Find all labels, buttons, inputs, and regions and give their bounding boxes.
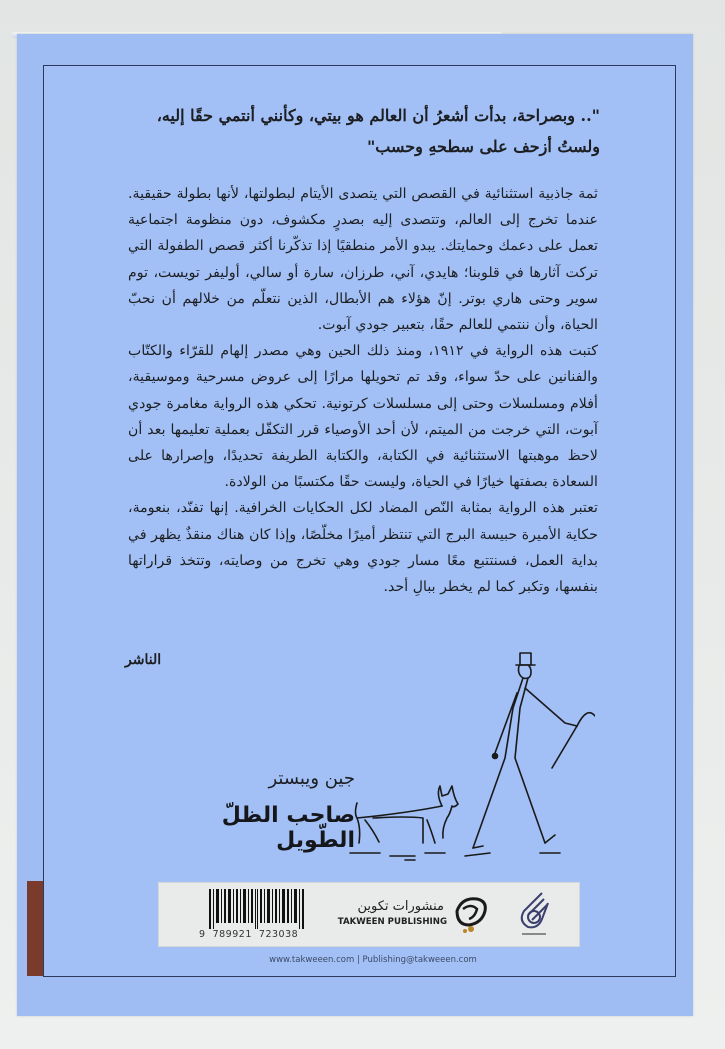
partner-publisher-logo-icon	[514, 889, 554, 941]
publisher-name-english: TAKWEEN PUBLISHING	[337, 917, 447, 927]
publisher-signature: الناشر	[125, 652, 162, 668]
publisher-contact	[258, 955, 488, 965]
isbn-lead-digit: 9	[199, 929, 206, 940]
separator: |	[356, 955, 360, 965]
blurb-paragraph-1: ثمة جاذبية استثنائية في القصص التي يتصدى الأيتام لبطولتها، لأنها بطولة حقيقية. عندما تخرج إلى العالم، وتتصدى إليه بصدرٍ مكشوف، دون منظومة اجتماعية تعمل على دعمك وحمايتك. يبدو الأمر منطقيًا إذا تذكّرنا أكثر قصص الطفولة التي تركت آثارها في قلوبنا؛ هايدي، آني، طرزان، سارة أو سالي، أوليفر تويست، توم سوير وحتى هاري بوتر. إنّ هؤلاء هم الأبطال، الذين نتعلّم من خلالهم أن نحبّ الحياة، وأن ننتمي للعالم حقًا، بتعبير جودي آبوت.	[128, 186, 598, 334]
cover-quote: ".. وبصراحة، بدأت أشعرُ أن العالم هو بيتي، وكأنني أنتمي حقًا إليه، ولستُ أزحف على سطحهِ وحسب"	[156, 106, 600, 156]
book-title: صاحب الظلّ الطّويل	[221, 803, 355, 853]
isbn-digits	[199, 929, 319, 940]
isbn-group-2: 723038	[258, 929, 299, 940]
blurb-paragraph-3: تعتبر هذه الرواية بمثابة النّص المضاد لكل الحكايات الخرافية. إنها تفنّد، بنعومة، حكاية الأميرة حبيسة البرج التي تنتظر أميرًا مخلّصًا، وإذا كان هناك منقذٌ يظهر في بداية العمل، فسنتتبع معًا مسار جودي وهي تخرج من وصايته، وتتخذ قراراتها بنفسها، وتكبر كما لم يخطر ببالِ أحد.	[128, 500, 598, 596]
website-link[interactable]: www.takweeen.com	[269, 955, 355, 965]
blurb-paragraph-2: كتبت هذه الرواية في ١٩١٢، ومنذ ذلك الحين وهي مصدر إلهام للقرّاء والكتّاب والفنانين على حدّ سواء، وقد تم تحويلها مرارًا إلى عروض مسرحية وموسيقية، أفلام ومسلسلات وحتى إلى مسلسلات كرتونية. تحكي هذه الرواية مغامرة جودي آبوت، التي خرجت من الميتم، لأن أحد الأوصياء قرر التكفّل بعملية تعليمها بعد أن لاحظ موهبتها الاستثنائية في الكتابة، والكتابة الطريفة تحديدًا، وإصرارها على السعادة بصفتها خيارًا في الحياة، وليست حقًا مكتسبًا من الولادة.	[128, 343, 598, 491]
takween-logo-icon	[449, 891, 489, 937]
blurb	[128, 181, 598, 600]
isbn-barcode-icon	[209, 889, 307, 929]
author-name: جين ويبستر	[268, 768, 355, 789]
email-link[interactable]: Publishing@takweeen.com	[362, 955, 477, 965]
publisher-name-arabic: منشورات تكوين	[357, 899, 444, 914]
man-walking-dog-illustration-icon	[345, 648, 595, 863]
barcode-publisher-panel	[158, 882, 580, 947]
isbn-group-1: 789921	[212, 929, 252, 940]
